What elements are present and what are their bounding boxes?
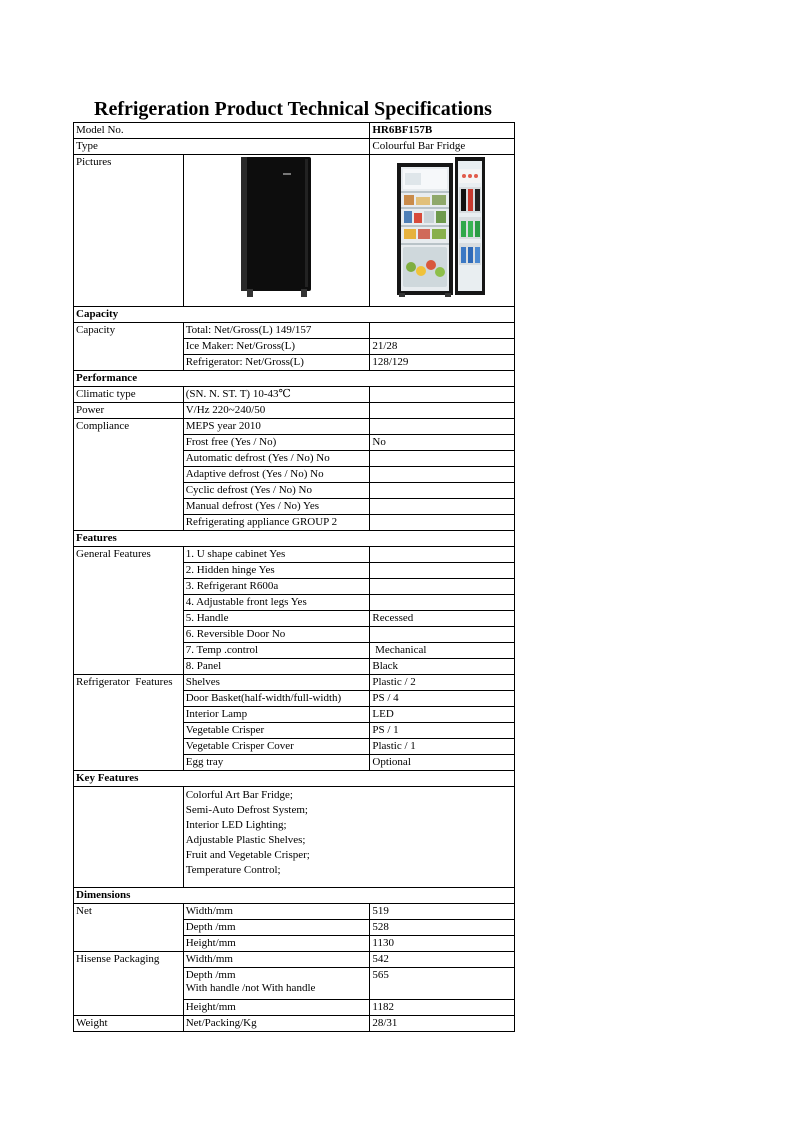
table-row <box>74 675 515 691</box>
value-cell <box>370 595 515 611</box>
list-item: Colorful Art Bar Fridge; <box>185 789 293 801</box>
spec-cell: Vegetable Crisper Cover <box>183 739 370 755</box>
section-title: Key Features <box>74 771 515 787</box>
value-cell <box>370 547 515 563</box>
section-performance <box>74 371 515 387</box>
value-cell: 542 <box>370 952 515 968</box>
table-row-type <box>74 139 515 155</box>
value-cell: 519 <box>370 904 515 920</box>
list-item: Temperature Control; <box>185 864 281 876</box>
section-features <box>74 531 515 547</box>
spec-cell: Door Basket(half-width/full-width) <box>183 691 370 707</box>
list-item: Fruit and Vegetable Crisper; <box>185 849 310 861</box>
value-cell: 1182 <box>370 1000 515 1016</box>
value-cell: Recessed <box>370 611 515 627</box>
value-cell <box>370 579 515 595</box>
spec-cell: Net/Packing/Kg <box>183 1016 370 1032</box>
value-cell <box>370 323 515 339</box>
fridge-closed-image <box>237 155 317 299</box>
value-cell <box>370 451 515 467</box>
spec-cell: Vegetable Crisper <box>183 723 370 739</box>
spec-cell: 2. Hidden hinge Yes <box>183 563 370 579</box>
section-key-features <box>74 771 515 787</box>
value-cell <box>370 627 515 643</box>
spec-cell <box>183 968 370 1000</box>
spec-cell: Cyclic defrost (Yes / No) No <box>183 483 370 499</box>
section-dimensions <box>74 888 515 904</box>
spec-cell: Adaptive defrost (Yes / No) No <box>183 467 370 483</box>
section-title: Performance <box>74 371 515 387</box>
table-row <box>74 1016 515 1032</box>
type-label: Type <box>74 139 370 155</box>
value-cell <box>370 419 515 435</box>
spec-cell: Total: Net/Gross(L) 149/157 <box>183 323 370 339</box>
spec-cell: 8. Panel <box>183 659 370 675</box>
value-cell <box>370 515 515 531</box>
value-cell: Black <box>370 659 515 675</box>
table-row-pictures <box>74 155 515 307</box>
row-label: Refrigerator Features <box>74 675 184 771</box>
spec-cell: 7. Temp .control <box>183 643 370 659</box>
spec-cell: Manual defrost (Yes / No) Yes <box>183 499 370 515</box>
spec-cell: MEPS year 2010 <box>183 419 370 435</box>
spec-line: Depth /mm <box>185 969 236 981</box>
page-title: Refrigeration Product Technical Specifications <box>94 98 492 120</box>
spec-line: With handle /not With handle <box>185 982 316 994</box>
value-cell: 565 <box>370 968 515 1000</box>
spec-cell: Interior Lamp <box>183 707 370 723</box>
spec-cell: 5. Handle <box>183 611 370 627</box>
spec-cell: Egg tray <box>183 755 370 771</box>
value-cell <box>370 403 515 419</box>
row-label: Hisense Packaging <box>74 952 184 1016</box>
spec-cell: Refrigerator: Net/Gross(L) <box>183 355 370 371</box>
spec-cell: Width/mm <box>183 952 370 968</box>
table-row <box>74 387 515 403</box>
value-cell <box>370 483 515 499</box>
table-row <box>74 403 515 419</box>
row-label: Weight <box>74 1016 184 1032</box>
spec-table <box>73 122 515 1032</box>
spec-cell: (SN. N. ST. T) 10-43℃ <box>183 387 370 403</box>
table-row <box>74 419 515 435</box>
spec-cell: 3. Refrigerant R600a <box>183 579 370 595</box>
table-row-key-features <box>74 787 515 888</box>
fridge-open-image <box>395 155 489 299</box>
pictures-label: Pictures <box>74 155 184 307</box>
fridge-closed-picture <box>183 155 370 307</box>
value-cell: 528 <box>370 920 515 936</box>
type-value: Colourful Bar Fridge <box>370 139 515 155</box>
value-cell: LED <box>370 707 515 723</box>
key-features-list <box>183 787 514 888</box>
row-label: Compliance <box>74 419 184 531</box>
value-cell: Mechanical <box>370 643 515 659</box>
spec-cell: Depth /mm <box>183 920 370 936</box>
list-item: Semi-Auto Defrost System; <box>185 804 308 816</box>
value-cell <box>370 387 515 403</box>
spec-cell: V/Hz 220~240/50 <box>183 403 370 419</box>
value-cell: Plastic / 2 <box>370 675 515 691</box>
spec-cell: Automatic defrost (Yes / No) No <box>183 451 370 467</box>
value-cell: 21/28 <box>370 339 515 355</box>
section-title: Features <box>74 531 515 547</box>
value-cell: PS / 1 <box>370 723 515 739</box>
spec-cell: 4. Adjustable front legs Yes <box>183 595 370 611</box>
row-label: Climatic type <box>74 387 184 403</box>
spec-cell: 6. Reversible Door No <box>183 627 370 643</box>
row-label: Net <box>74 904 184 952</box>
value-cell: 1130 <box>370 936 515 952</box>
spec-cell: Shelves <box>183 675 370 691</box>
row-label: Power <box>74 403 184 419</box>
value-cell <box>370 467 515 483</box>
value-cell: 28/31 <box>370 1016 515 1032</box>
model-value: HR6BF157B <box>370 123 515 139</box>
fridge-open-picture <box>370 155 515 307</box>
spec-cell: Height/mm <box>183 1000 370 1016</box>
capacity-label: Capacity <box>74 323 184 371</box>
spec-cell: Refrigerating appliance GROUP 2 <box>183 515 370 531</box>
table-row-model <box>74 123 515 139</box>
list-item: Adjustable Plastic Shelves; <box>185 834 306 846</box>
table-row <box>74 323 515 339</box>
spec-cell: 1. U shape cabinet Yes <box>183 547 370 563</box>
spec-cell: Ice Maker: Net/Gross(L) <box>183 339 370 355</box>
table-row <box>74 904 515 920</box>
section-title: Dimensions <box>74 888 515 904</box>
list-item: Interior LED Lighting; <box>185 819 287 831</box>
section-capacity <box>74 307 515 323</box>
value-cell <box>370 499 515 515</box>
table-row <box>74 547 515 563</box>
section-title: Capacity <box>74 307 515 323</box>
value-cell: Optional <box>370 755 515 771</box>
spec-cell: Height/mm <box>183 936 370 952</box>
spec-cell: Width/mm <box>183 904 370 920</box>
table-row <box>74 952 515 968</box>
value-cell: PS / 4 <box>370 691 515 707</box>
blank-cell <box>74 787 184 888</box>
model-label: Model No. <box>74 123 370 139</box>
row-label: General Features <box>74 547 184 675</box>
spec-cell: Frost free (Yes / No) <box>183 435 370 451</box>
value-cell: 128/129 <box>370 355 515 371</box>
value-cell: Plastic / 1 <box>370 739 515 755</box>
value-cell <box>370 563 515 579</box>
value-cell: No <box>370 435 515 451</box>
